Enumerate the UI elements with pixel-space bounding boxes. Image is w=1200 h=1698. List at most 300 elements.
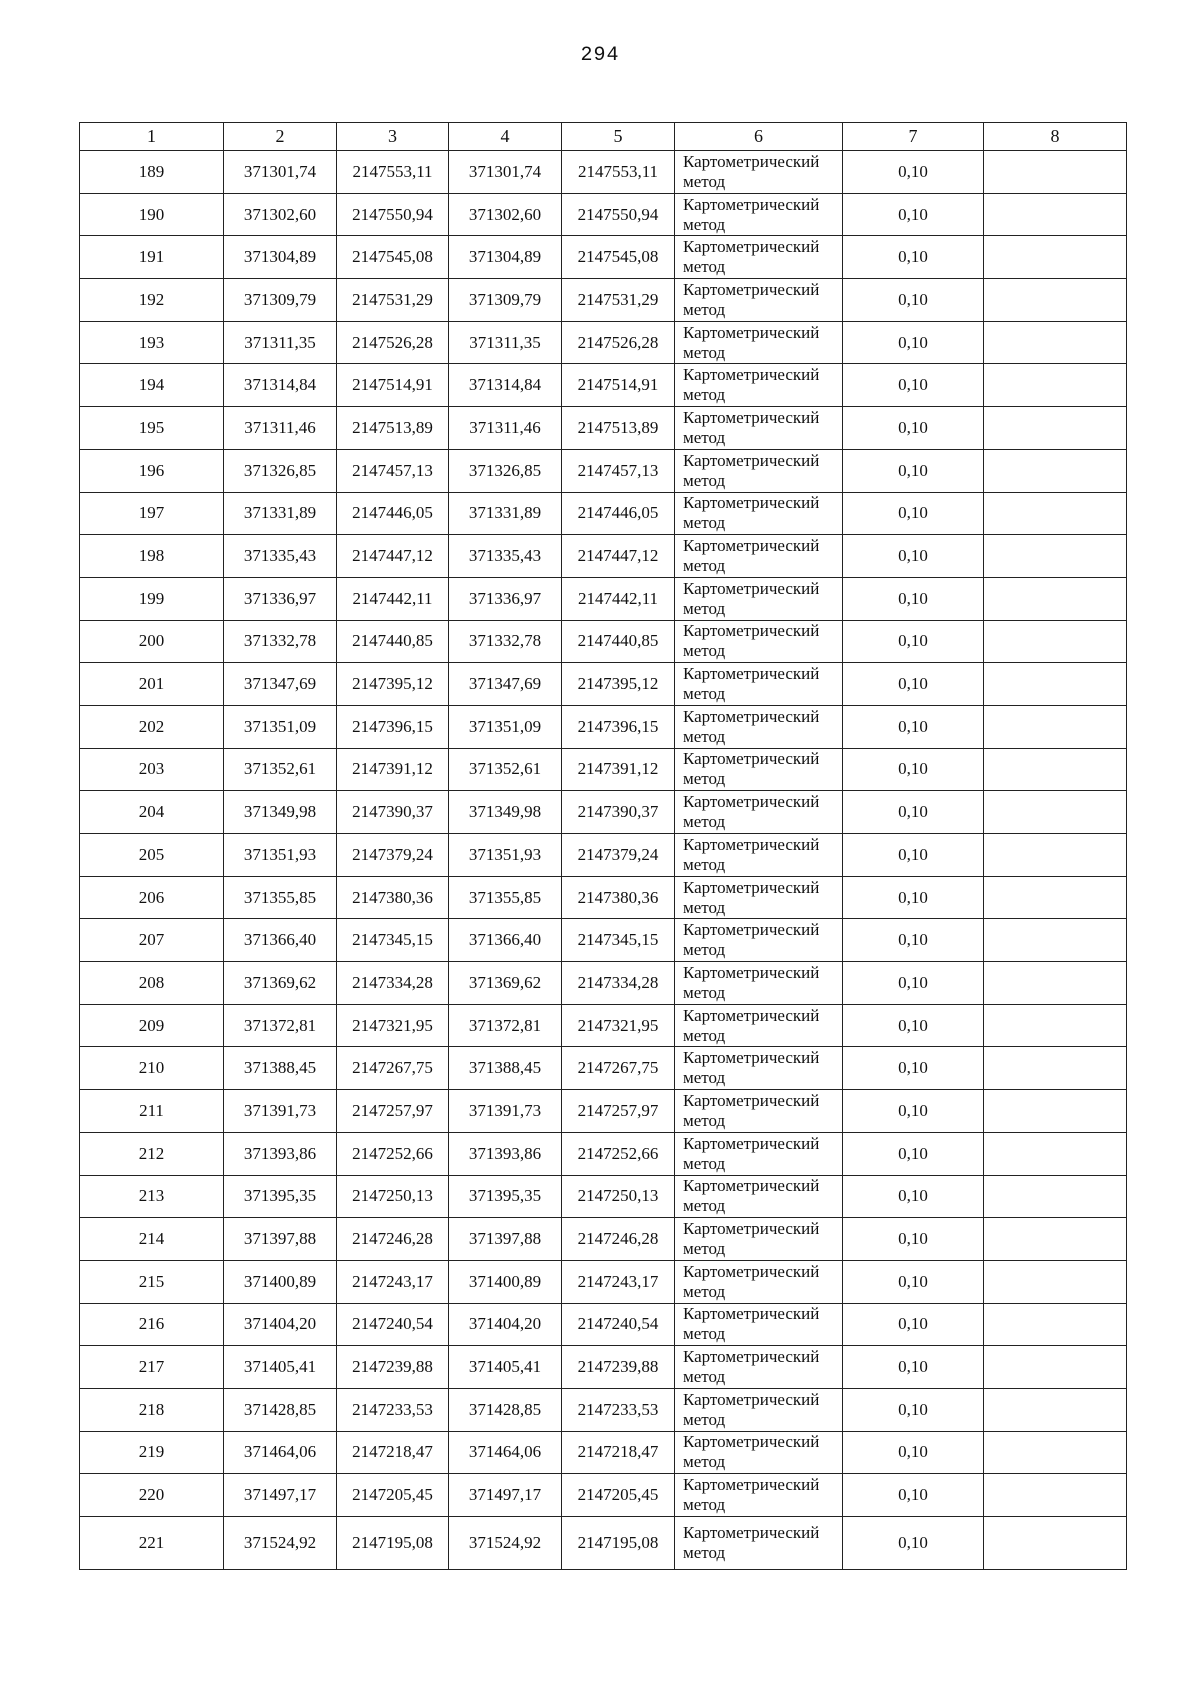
coord-x-cell: 371355,85 bbox=[224, 876, 337, 919]
point-number-cell: 205 bbox=[80, 834, 224, 877]
table-row bbox=[80, 1132, 1127, 1175]
coord-y-cell: 2147233,53 bbox=[562, 1388, 675, 1431]
coord-x-cell: 371351,09 bbox=[224, 705, 337, 748]
method-cell bbox=[675, 1517, 843, 1570]
coord-x-cell: 371405,41 bbox=[224, 1346, 337, 1389]
point-number-cell: 207 bbox=[80, 919, 224, 962]
method-text: Картометрический метод bbox=[683, 920, 820, 960]
table-row bbox=[80, 962, 1127, 1005]
point-number-cell: 198 bbox=[80, 535, 224, 578]
table-row bbox=[80, 919, 1127, 962]
method-cell bbox=[675, 1431, 843, 1474]
table-row bbox=[80, 1346, 1127, 1389]
method-text: Картометрический метод bbox=[683, 279, 820, 319]
method-cell bbox=[675, 449, 843, 492]
point-number-cell: 195 bbox=[80, 407, 224, 450]
table-row bbox=[80, 663, 1127, 706]
coord-x-cell: 371311,46 bbox=[224, 407, 337, 450]
method-cell bbox=[675, 1474, 843, 1517]
coord-x-cell: 371369,62 bbox=[449, 962, 562, 1005]
note-cell bbox=[984, 791, 1127, 834]
coord-x-cell: 371393,86 bbox=[449, 1132, 562, 1175]
error-cell: 0,10 bbox=[843, 876, 984, 919]
method-text: Картометрический метод bbox=[683, 194, 820, 234]
coord-y-cell: 2147239,88 bbox=[337, 1346, 449, 1389]
point-number-cell: 210 bbox=[80, 1047, 224, 1090]
coord-y-cell: 2147345,15 bbox=[562, 919, 675, 962]
error-cell: 0,10 bbox=[843, 492, 984, 535]
point-number-cell: 189 bbox=[80, 151, 224, 194]
table-row bbox=[80, 535, 1127, 578]
table-row bbox=[80, 1431, 1127, 1474]
coord-x-cell: 371309,79 bbox=[224, 279, 337, 322]
method-text: Картометрический метод bbox=[683, 1005, 820, 1045]
point-number-cell: 199 bbox=[80, 577, 224, 620]
coord-x-cell: 371388,45 bbox=[224, 1047, 337, 1090]
point-number-cell: 193 bbox=[80, 321, 224, 364]
coord-x-cell: 371428,85 bbox=[449, 1388, 562, 1431]
method-text: Картометрический метод bbox=[683, 1176, 820, 1216]
coord-y-cell: 2147513,89 bbox=[337, 407, 449, 450]
coord-x-cell: 371332,78 bbox=[449, 620, 562, 663]
coord-y-cell: 2147390,37 bbox=[337, 791, 449, 834]
method-text: Картометрический метод bbox=[683, 578, 820, 618]
column-header: 5 bbox=[562, 123, 675, 151]
coord-y-cell: 2147531,29 bbox=[337, 279, 449, 322]
coord-x-cell: 371497,17 bbox=[449, 1474, 562, 1517]
method-text: Картометрический метод bbox=[683, 1133, 820, 1173]
method-text: Картометрический метод bbox=[683, 1261, 820, 1301]
coord-y-cell: 2147391,12 bbox=[562, 748, 675, 791]
point-number-cell: 197 bbox=[80, 492, 224, 535]
method-text: Картометрический метод bbox=[683, 1475, 820, 1515]
method-text: Картометрический метод bbox=[683, 706, 820, 746]
method-cell bbox=[675, 279, 843, 322]
point-number-cell: 218 bbox=[80, 1388, 224, 1431]
coord-x-cell: 371302,60 bbox=[449, 193, 562, 236]
note-cell bbox=[984, 407, 1127, 450]
error-cell: 0,10 bbox=[843, 1218, 984, 1261]
method-cell bbox=[675, 1047, 843, 1090]
header-row bbox=[80, 123, 1127, 151]
table-row bbox=[80, 1090, 1127, 1133]
coord-y-cell: 2147550,94 bbox=[337, 193, 449, 236]
method-text: Картометрический метод bbox=[683, 1090, 820, 1130]
column-header: 1 bbox=[80, 123, 224, 151]
coord-y-cell: 2147380,36 bbox=[337, 876, 449, 919]
method-cell bbox=[675, 407, 843, 450]
method-cell bbox=[675, 919, 843, 962]
note-cell bbox=[984, 1090, 1127, 1133]
coord-y-cell: 2147553,11 bbox=[562, 151, 675, 194]
coord-y-cell: 2147321,95 bbox=[562, 1004, 675, 1047]
coord-y-cell: 2147514,91 bbox=[337, 364, 449, 407]
method-cell bbox=[675, 364, 843, 407]
coord-x-cell: 371464,06 bbox=[449, 1431, 562, 1474]
method-cell bbox=[675, 876, 843, 919]
note-cell bbox=[984, 1474, 1127, 1517]
coord-x-cell: 371304,89 bbox=[224, 236, 337, 279]
table-row bbox=[80, 1303, 1127, 1346]
error-cell: 0,10 bbox=[843, 1004, 984, 1047]
coord-y-cell: 2147240,54 bbox=[562, 1303, 675, 1346]
note-cell bbox=[984, 620, 1127, 663]
point-number-cell: 192 bbox=[80, 279, 224, 322]
coord-y-cell: 2147243,17 bbox=[337, 1260, 449, 1303]
coord-y-cell: 2147446,05 bbox=[337, 492, 449, 535]
coord-y-cell: 2147240,54 bbox=[337, 1303, 449, 1346]
coord-x-cell: 371311,35 bbox=[224, 321, 337, 364]
coord-y-cell: 2147395,12 bbox=[337, 663, 449, 706]
note-cell bbox=[984, 962, 1127, 1005]
coord-y-cell: 2147195,08 bbox=[562, 1517, 675, 1570]
coord-y-cell: 2147267,75 bbox=[562, 1047, 675, 1090]
coord-y-cell: 2147545,08 bbox=[337, 236, 449, 279]
method-cell bbox=[675, 1346, 843, 1389]
coord-y-cell: 2147243,17 bbox=[562, 1260, 675, 1303]
coord-x-cell: 371391,73 bbox=[449, 1090, 562, 1133]
coord-y-cell: 2147257,97 bbox=[337, 1090, 449, 1133]
table-row bbox=[80, 1218, 1127, 1261]
coord-x-cell: 371397,88 bbox=[449, 1218, 562, 1261]
point-number-cell: 211 bbox=[80, 1090, 224, 1133]
table-row bbox=[80, 279, 1127, 322]
coord-y-cell: 2147447,12 bbox=[562, 535, 675, 578]
table-row bbox=[80, 748, 1127, 791]
error-cell: 0,10 bbox=[843, 449, 984, 492]
point-number-cell: 201 bbox=[80, 663, 224, 706]
method-cell bbox=[675, 705, 843, 748]
error-cell: 0,10 bbox=[843, 748, 984, 791]
note-cell bbox=[984, 236, 1127, 279]
point-number-cell: 196 bbox=[80, 449, 224, 492]
note-cell bbox=[984, 1004, 1127, 1047]
error-cell: 0,10 bbox=[843, 407, 984, 450]
table-row bbox=[80, 407, 1127, 450]
coord-y-cell: 2147205,45 bbox=[562, 1474, 675, 1517]
coord-x-cell: 371497,17 bbox=[224, 1474, 337, 1517]
coord-x-cell: 371372,81 bbox=[224, 1004, 337, 1047]
column-header: 2 bbox=[224, 123, 337, 151]
method-cell bbox=[675, 492, 843, 535]
error-cell: 0,10 bbox=[843, 151, 984, 194]
note-cell bbox=[984, 919, 1127, 962]
coord-x-cell: 371352,61 bbox=[224, 748, 337, 791]
error-cell: 0,10 bbox=[843, 1303, 984, 1346]
coord-y-cell: 2147239,88 bbox=[562, 1346, 675, 1389]
point-number-cell: 209 bbox=[80, 1004, 224, 1047]
point-number-cell: 204 bbox=[80, 791, 224, 834]
coord-x-cell: 371336,97 bbox=[224, 577, 337, 620]
note-cell bbox=[984, 1388, 1127, 1431]
coord-y-cell: 2147457,13 bbox=[562, 449, 675, 492]
method-cell bbox=[675, 962, 843, 1005]
method-text: Картометрический метод bbox=[683, 151, 820, 191]
coord-x-cell: 371309,79 bbox=[449, 279, 562, 322]
table-row bbox=[80, 1474, 1127, 1517]
table-row bbox=[80, 492, 1127, 535]
coord-y-cell: 2147218,47 bbox=[562, 1431, 675, 1474]
point-number-cell: 214 bbox=[80, 1218, 224, 1261]
coord-x-cell: 371326,85 bbox=[224, 449, 337, 492]
error-cell: 0,10 bbox=[843, 1431, 984, 1474]
method-cell bbox=[675, 1218, 843, 1261]
point-number-cell: 200 bbox=[80, 620, 224, 663]
method-text: Картометрический метод bbox=[683, 834, 820, 874]
table-row bbox=[80, 1175, 1127, 1218]
table-row bbox=[80, 1004, 1127, 1047]
error-cell: 0,10 bbox=[843, 1175, 984, 1218]
point-number-cell: 208 bbox=[80, 962, 224, 1005]
coord-y-cell: 2147442,11 bbox=[562, 577, 675, 620]
error-cell: 0,10 bbox=[843, 1132, 984, 1175]
coord-y-cell: 2147390,37 bbox=[562, 791, 675, 834]
error-cell: 0,10 bbox=[843, 919, 984, 962]
coord-x-cell: 371395,35 bbox=[449, 1175, 562, 1218]
coord-y-cell: 2147513,89 bbox=[562, 407, 675, 450]
coord-x-cell: 371301,74 bbox=[449, 151, 562, 194]
coord-x-cell: 371351,93 bbox=[449, 834, 562, 877]
method-text: Картометрический метод bbox=[683, 1523, 820, 1562]
method-cell bbox=[675, 1132, 843, 1175]
method-text: Картометрический метод bbox=[683, 1304, 820, 1344]
method-text: Картометрический метод bbox=[683, 749, 820, 789]
coord-x-cell: 371301,74 bbox=[224, 151, 337, 194]
coord-x-cell: 371332,78 bbox=[224, 620, 337, 663]
table-row bbox=[80, 577, 1127, 620]
note-cell bbox=[984, 1218, 1127, 1261]
coord-x-cell: 371366,40 bbox=[449, 919, 562, 962]
note-cell bbox=[984, 705, 1127, 748]
note-cell bbox=[984, 834, 1127, 877]
coord-y-cell: 2147233,53 bbox=[337, 1388, 449, 1431]
method-text: Картометрический метод bbox=[683, 365, 820, 405]
point-number-cell: 202 bbox=[80, 705, 224, 748]
table-row bbox=[80, 1047, 1127, 1090]
coord-x-cell: 371347,69 bbox=[449, 663, 562, 706]
error-cell: 0,10 bbox=[843, 279, 984, 322]
coord-x-cell: 371349,98 bbox=[449, 791, 562, 834]
coord-y-cell: 2147321,95 bbox=[337, 1004, 449, 1047]
coord-x-cell: 371314,84 bbox=[449, 364, 562, 407]
coord-y-cell: 2147252,66 bbox=[337, 1132, 449, 1175]
table-row bbox=[80, 876, 1127, 919]
coord-x-cell: 371393,86 bbox=[224, 1132, 337, 1175]
error-cell: 0,10 bbox=[843, 577, 984, 620]
coord-y-cell: 2147526,28 bbox=[562, 321, 675, 364]
table-row bbox=[80, 193, 1127, 236]
error-cell: 0,10 bbox=[843, 834, 984, 877]
column-header: 4 bbox=[449, 123, 562, 151]
point-number-cell: 220 bbox=[80, 1474, 224, 1517]
coord-x-cell: 371314,84 bbox=[224, 364, 337, 407]
error-cell: 0,10 bbox=[843, 1517, 984, 1570]
coord-x-cell: 371326,85 bbox=[449, 449, 562, 492]
coord-x-cell: 371304,89 bbox=[449, 236, 562, 279]
note-cell bbox=[984, 1346, 1127, 1389]
method-cell bbox=[675, 236, 843, 279]
coord-y-cell: 2147531,29 bbox=[562, 279, 675, 322]
table-row bbox=[80, 449, 1127, 492]
coord-y-cell: 2147246,28 bbox=[562, 1218, 675, 1261]
coord-y-cell: 2147446,05 bbox=[562, 492, 675, 535]
coord-x-cell: 371336,97 bbox=[449, 577, 562, 620]
coord-y-cell: 2147447,12 bbox=[337, 535, 449, 578]
coord-y-cell: 2147218,47 bbox=[337, 1431, 449, 1474]
error-cell: 0,10 bbox=[843, 1090, 984, 1133]
note-cell bbox=[984, 279, 1127, 322]
note-cell bbox=[984, 1047, 1127, 1090]
point-number-cell: 191 bbox=[80, 236, 224, 279]
note-cell bbox=[984, 492, 1127, 535]
note-cell bbox=[984, 1303, 1127, 1346]
method-cell bbox=[675, 834, 843, 877]
coord-y-cell: 2147440,85 bbox=[562, 620, 675, 663]
method-text: Картометрический метод bbox=[683, 536, 820, 576]
error-cell: 0,10 bbox=[843, 535, 984, 578]
method-cell bbox=[675, 193, 843, 236]
coord-x-cell: 371366,40 bbox=[224, 919, 337, 962]
coord-x-cell: 371351,93 bbox=[224, 834, 337, 877]
error-cell: 0,10 bbox=[843, 236, 984, 279]
coord-y-cell: 2147250,13 bbox=[562, 1175, 675, 1218]
point-number-cell: 221 bbox=[80, 1517, 224, 1570]
method-text: Картометрический метод bbox=[683, 792, 820, 832]
method-cell bbox=[675, 1260, 843, 1303]
coord-x-cell: 371395,35 bbox=[224, 1175, 337, 1218]
method-cell bbox=[675, 577, 843, 620]
method-text: Картометрический метод bbox=[683, 407, 820, 447]
point-number-cell: 219 bbox=[80, 1431, 224, 1474]
coord-x-cell: 371311,35 bbox=[449, 321, 562, 364]
coord-y-cell: 2147457,13 bbox=[337, 449, 449, 492]
coord-x-cell: 371311,46 bbox=[449, 407, 562, 450]
coord-x-cell: 371428,85 bbox=[224, 1388, 337, 1431]
point-number-cell: 203 bbox=[80, 748, 224, 791]
method-text: Картометрический метод bbox=[683, 493, 820, 533]
coord-x-cell: 371524,92 bbox=[224, 1517, 337, 1570]
coord-y-cell: 2147440,85 bbox=[337, 620, 449, 663]
note-cell bbox=[984, 321, 1127, 364]
coord-y-cell: 2147334,28 bbox=[337, 962, 449, 1005]
table-row bbox=[80, 705, 1127, 748]
method-cell bbox=[675, 535, 843, 578]
coord-x-cell: 371524,92 bbox=[449, 1517, 562, 1570]
coord-x-cell: 371388,45 bbox=[449, 1047, 562, 1090]
note-cell bbox=[984, 1431, 1127, 1474]
coord-y-cell: 2147396,15 bbox=[337, 705, 449, 748]
method-text: Картометрический метод bbox=[683, 1347, 820, 1387]
note-cell bbox=[984, 193, 1127, 236]
table-row bbox=[80, 321, 1127, 364]
method-cell bbox=[675, 748, 843, 791]
table-header bbox=[80, 123, 1127, 151]
coordinates-table bbox=[79, 122, 1127, 1570]
table-row bbox=[80, 236, 1127, 279]
error-cell: 0,10 bbox=[843, 705, 984, 748]
point-number-cell: 194 bbox=[80, 364, 224, 407]
note-cell bbox=[984, 876, 1127, 919]
note-cell bbox=[984, 577, 1127, 620]
coord-x-cell: 371404,20 bbox=[224, 1303, 337, 1346]
error-cell: 0,10 bbox=[843, 962, 984, 1005]
coord-y-cell: 2147550,94 bbox=[562, 193, 675, 236]
coord-x-cell: 371464,06 bbox=[224, 1431, 337, 1474]
method-text: Картометрический метод bbox=[683, 1219, 820, 1259]
coord-y-cell: 2147442,11 bbox=[337, 577, 449, 620]
method-cell bbox=[675, 1303, 843, 1346]
coord-x-cell: 371351,09 bbox=[449, 705, 562, 748]
method-cell bbox=[675, 321, 843, 364]
coord-x-cell: 371400,89 bbox=[449, 1260, 562, 1303]
coord-x-cell: 371352,61 bbox=[449, 748, 562, 791]
table-row bbox=[80, 620, 1127, 663]
method-text: Картометрический метод bbox=[683, 664, 820, 704]
coord-x-cell: 371404,20 bbox=[449, 1303, 562, 1346]
coord-x-cell: 371397,88 bbox=[224, 1218, 337, 1261]
coord-y-cell: 2147205,45 bbox=[337, 1474, 449, 1517]
coord-x-cell: 371331,89 bbox=[224, 492, 337, 535]
note-cell bbox=[984, 535, 1127, 578]
point-number-cell: 216 bbox=[80, 1303, 224, 1346]
coord-y-cell: 2147252,66 bbox=[562, 1132, 675, 1175]
point-number-cell: 215 bbox=[80, 1260, 224, 1303]
table-row bbox=[80, 791, 1127, 834]
point-number-cell: 213 bbox=[80, 1175, 224, 1218]
method-cell bbox=[675, 1004, 843, 1047]
method-text: Картометрический метод bbox=[683, 877, 820, 917]
error-cell: 0,10 bbox=[843, 1047, 984, 1090]
error-cell: 0,10 bbox=[843, 1346, 984, 1389]
method-text: Картометрический метод bbox=[683, 322, 820, 362]
error-cell: 0,10 bbox=[843, 1388, 984, 1431]
coord-y-cell: 2147379,24 bbox=[337, 834, 449, 877]
method-text: Картометрический метод bbox=[683, 237, 820, 277]
coord-x-cell: 371400,89 bbox=[224, 1260, 337, 1303]
method-cell bbox=[675, 791, 843, 834]
method-cell bbox=[675, 1175, 843, 1218]
point-number-cell: 217 bbox=[80, 1346, 224, 1389]
coord-y-cell: 2147379,24 bbox=[562, 834, 675, 877]
coord-x-cell: 371335,43 bbox=[224, 535, 337, 578]
coord-y-cell: 2147246,28 bbox=[337, 1218, 449, 1261]
note-cell bbox=[984, 364, 1127, 407]
coord-x-cell: 371349,98 bbox=[224, 791, 337, 834]
method-text: Картометрический метод bbox=[683, 1048, 820, 1088]
coord-y-cell: 2147267,75 bbox=[337, 1047, 449, 1090]
coord-y-cell: 2147526,28 bbox=[337, 321, 449, 364]
error-cell: 0,10 bbox=[843, 193, 984, 236]
note-cell bbox=[984, 1260, 1127, 1303]
coord-y-cell: 2147334,28 bbox=[562, 962, 675, 1005]
coord-y-cell: 2147380,36 bbox=[562, 876, 675, 919]
error-cell: 0,10 bbox=[843, 791, 984, 834]
note-cell bbox=[984, 151, 1127, 194]
column-header: 7 bbox=[843, 123, 984, 151]
coord-y-cell: 2147391,12 bbox=[337, 748, 449, 791]
method-text: Картометрический метод bbox=[683, 1389, 820, 1429]
error-cell: 0,10 bbox=[843, 1260, 984, 1303]
table-row bbox=[80, 1388, 1127, 1431]
coord-x-cell: 371302,60 bbox=[224, 193, 337, 236]
error-cell: 0,10 bbox=[843, 663, 984, 706]
page-number: 294 bbox=[580, 44, 620, 67]
method-cell bbox=[675, 151, 843, 194]
column-header: 6 bbox=[675, 123, 843, 151]
coord-x-cell: 371391,73 bbox=[224, 1090, 337, 1133]
table-row bbox=[80, 364, 1127, 407]
coord-y-cell: 2147396,15 bbox=[562, 705, 675, 748]
